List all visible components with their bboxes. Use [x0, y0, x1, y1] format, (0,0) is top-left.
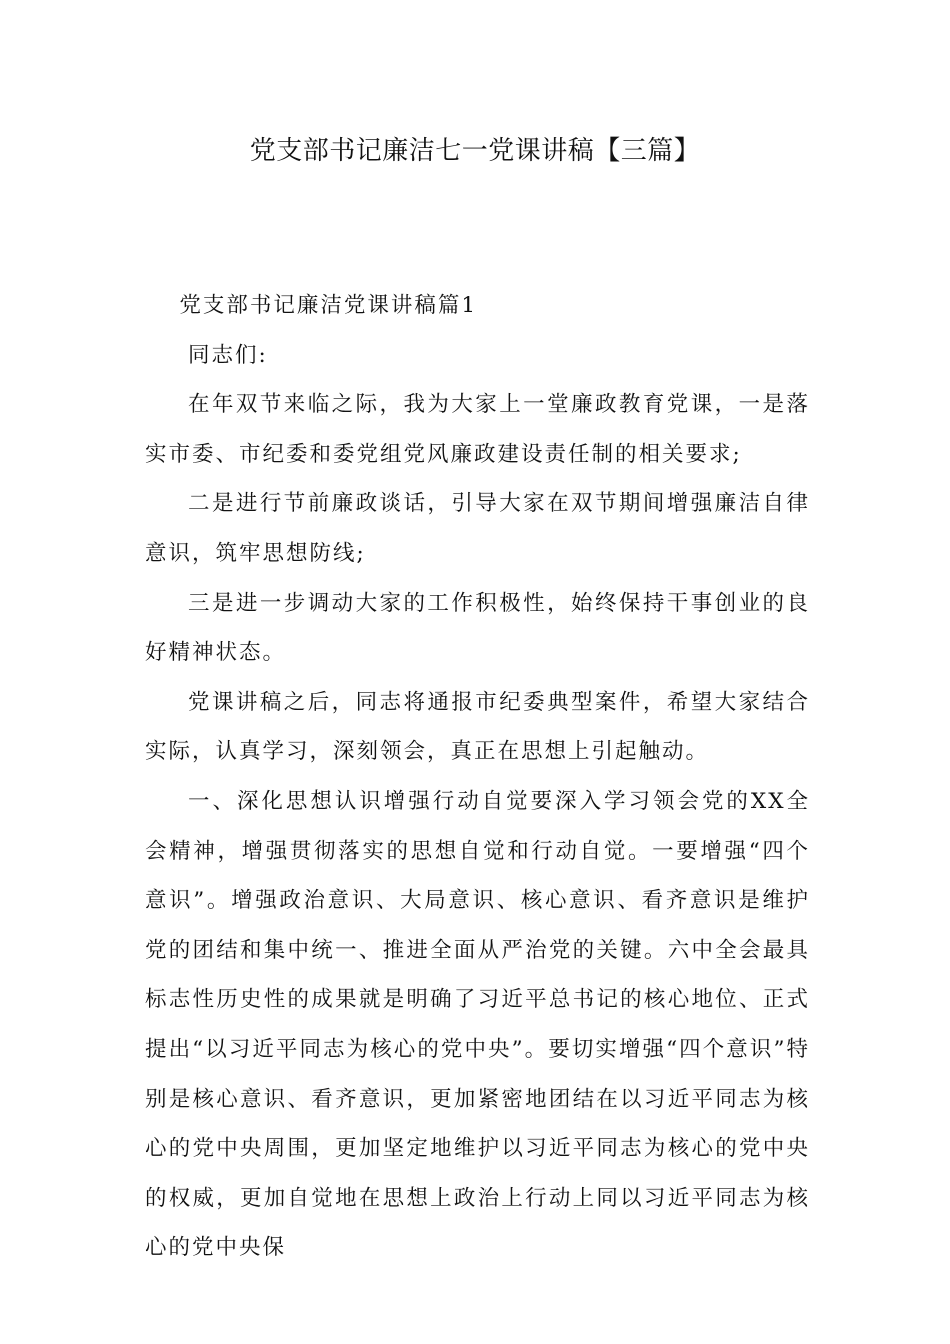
salutation-paragraph: 同志们: — [188, 342, 268, 368]
section-heading: 党支部书记廉洁党课讲稿篇1 — [179, 293, 478, 318]
document-title: 党支部书记廉洁七一党课讲稿【三篇】 — [249, 136, 701, 166]
body-paragraph: 在年双节来临之际，我为大家上一堂廉政教育党课，一是落实市委、市纪委和委党组党风廉政建设责任制的相关要求; — [145, 392, 810, 467]
document-body — [145, 281, 810, 1273]
body-paragraph: 二是进行节前廉政谈话，引导大家在双节期间增强廉洁自律意识，筑牢思想防线; — [145, 491, 810, 566]
body-paragraph: 一、深化思想认识增强行动自觉要深入学习领会党的XX全会精神，增强贯彻落实的思想自觉和行动自觉。一要增强“四个意识”。增强政治意识、大局意识、核心意识、看齐意识是维护党的团结和集中统一、推进全面从严治党的关键。六中全会最具标志性历史性的成果就是明确了习近平总书记的核心地位、正式提出“以习近平同志为核心的党中央”。要切实增强“四个意识”特别是核心意识、看齐意识，更加紧密地团结在以习近平同志为核心的党中央周围，更加坚定地维护以习近平同志为核心的党中央的权威，更加自觉地在思想上政治上行动上同以习近平同志为核心的党中央保 — [145, 788, 810, 1261]
body-paragraph: 三是进一步调动大家的工作积极性，始终保持干事创业的良好精神状态。 — [145, 590, 810, 666]
body-paragraph: 党课讲稿之后，同志将通报市纪委典型案件，希望大家结合实际，认真学习，深刻领会，真正在思想上引起触动。 — [145, 689, 810, 765]
